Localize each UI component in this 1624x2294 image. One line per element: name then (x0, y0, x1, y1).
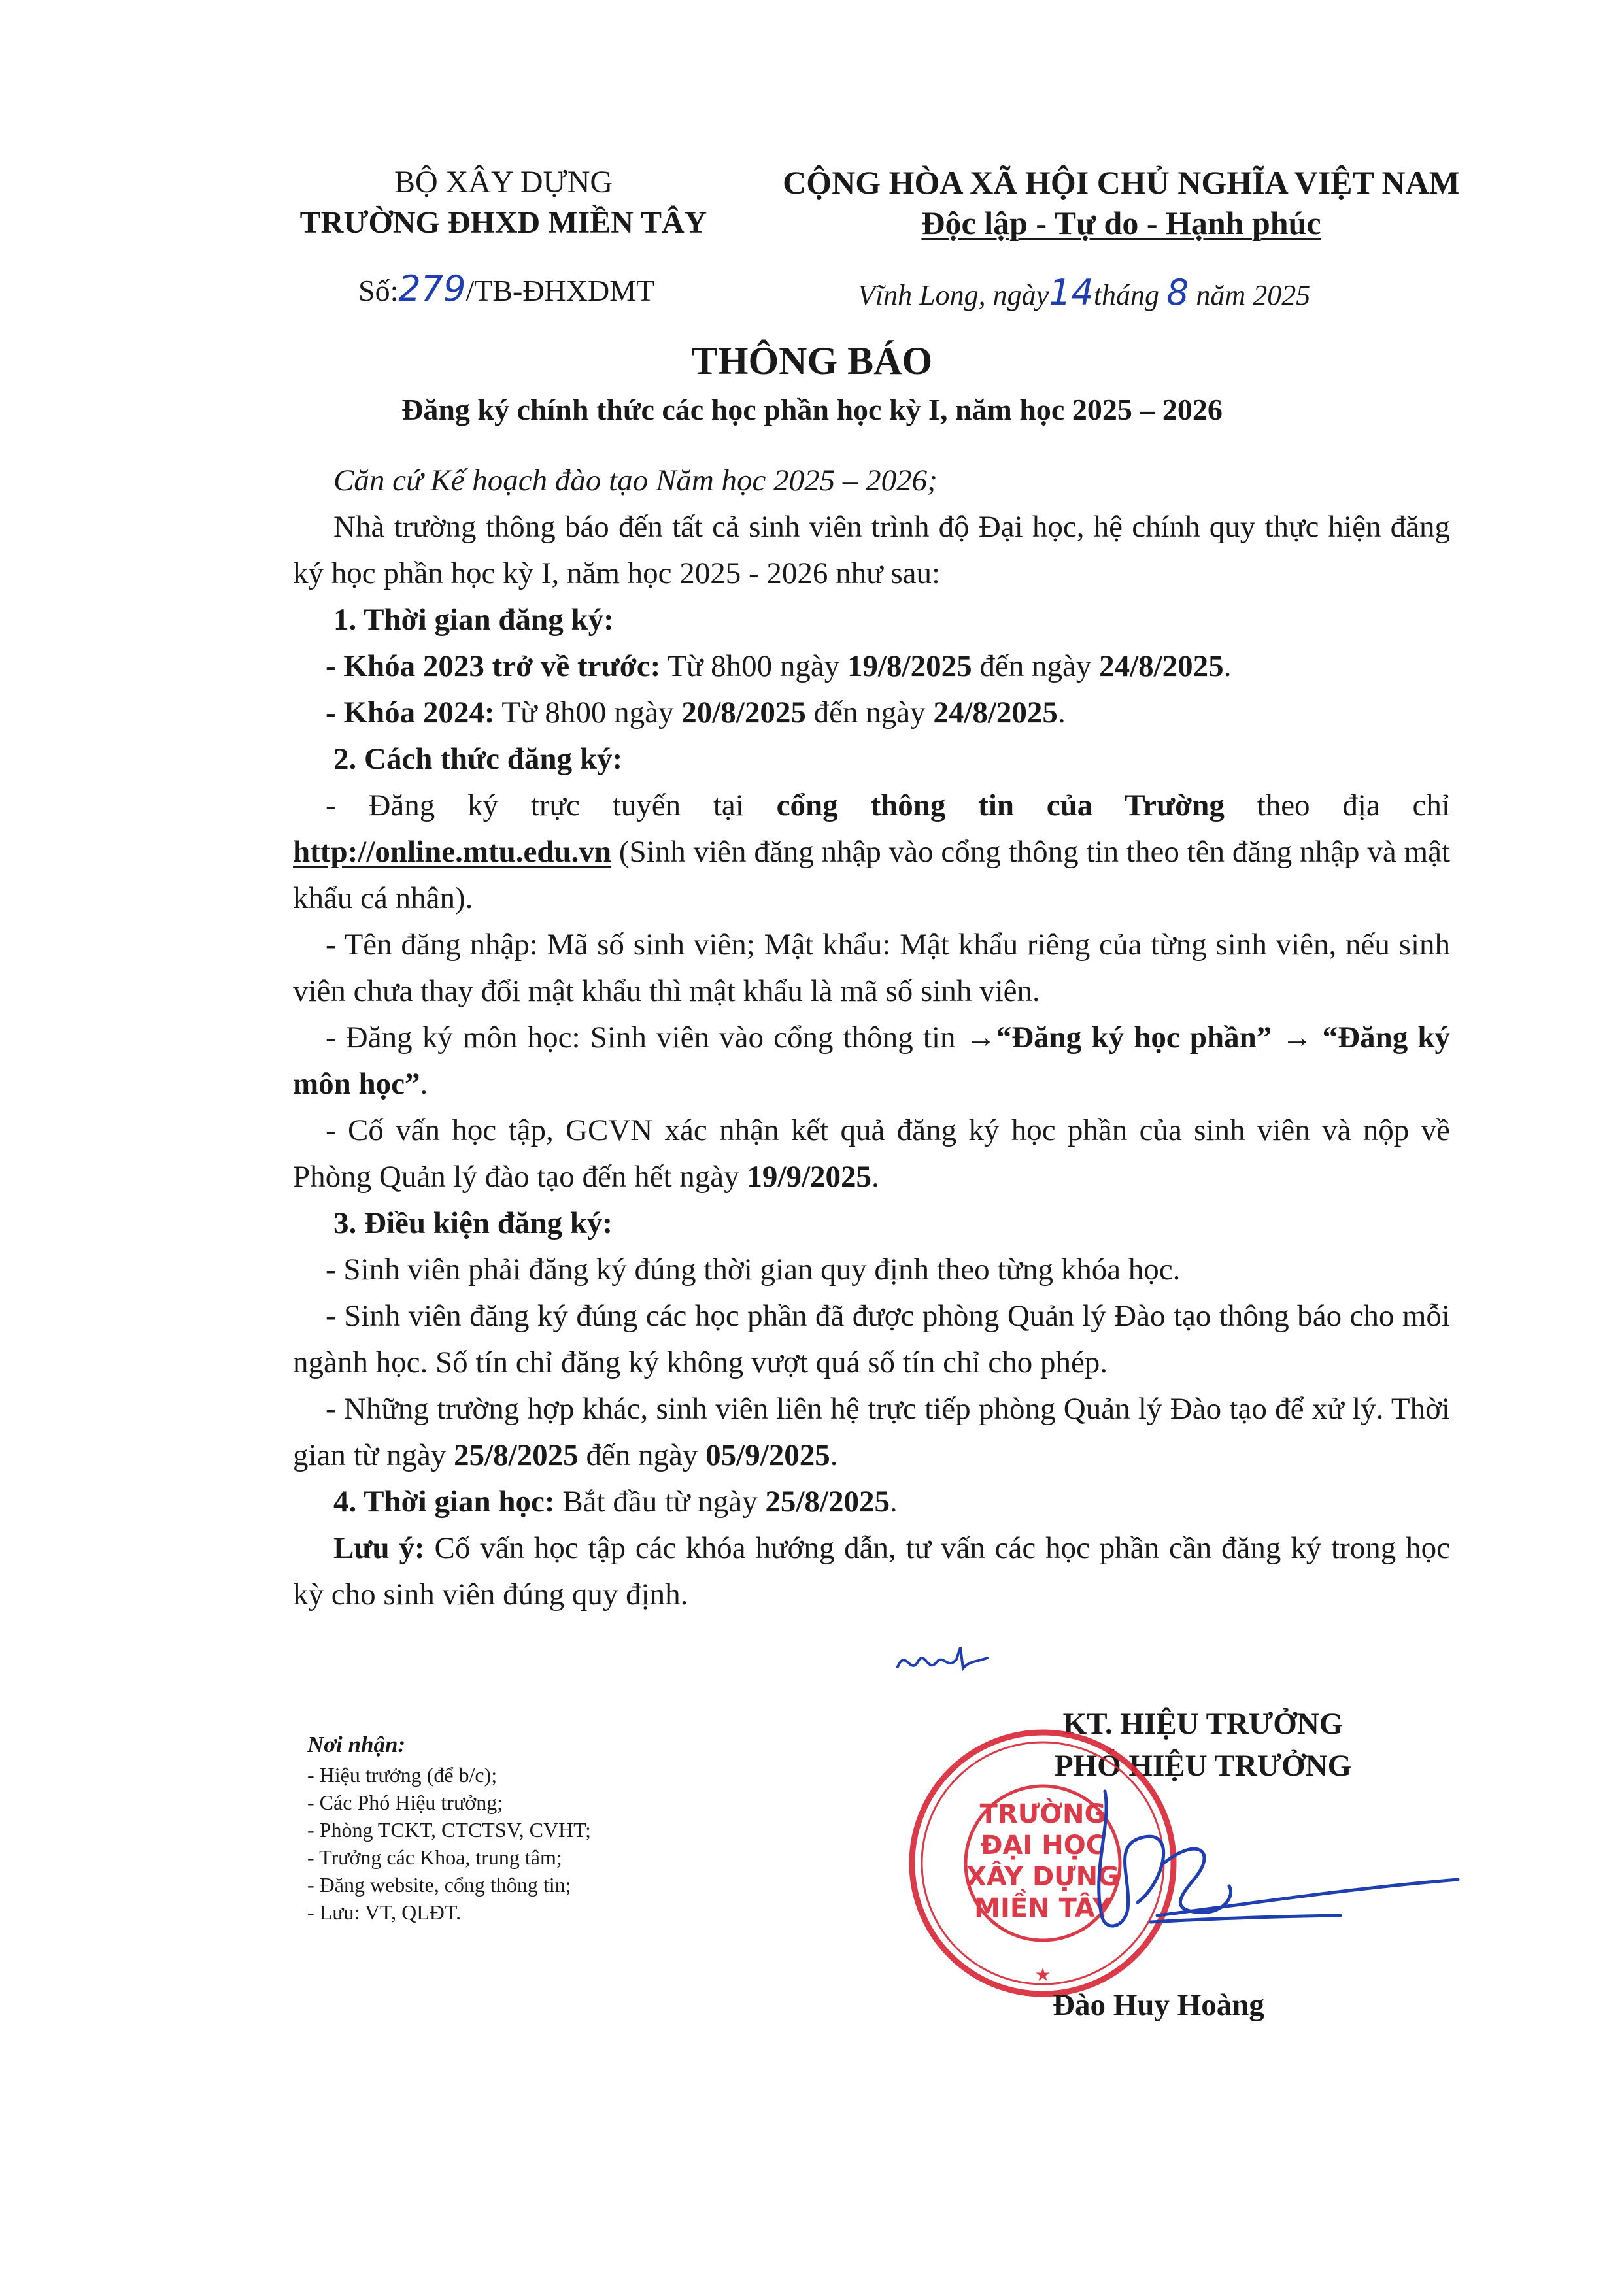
issuer-block (248, 162, 758, 243)
handwritten-signature-icon (1066, 1765, 1471, 1987)
date-end: 05/9/2025 (705, 1438, 830, 1472)
doc-no-suffix: /TB-ĐHXDMT (465, 274, 655, 307)
date-month-label: tháng (1093, 279, 1160, 311)
school-name (248, 203, 758, 243)
section-2-line-3 (293, 1015, 1450, 1107)
doc-no-handwritten: 279 (398, 268, 466, 309)
note-paragraph (293, 1525, 1450, 1618)
recipient-item: - Các Phó Hiệu trưởng; (307, 1791, 503, 1814)
signer-name: Đào Huy Hoàng (1053, 1988, 1264, 2022)
date-start: 19/8/2025 (847, 649, 972, 683)
section-2-line-1 (293, 783, 1450, 922)
text-span: Từ 8h00 ngày (660, 649, 847, 683)
section-3-line-3 (293, 1386, 1450, 1479)
school-name-text: TRƯỜNG ĐHXD MIỀN TÂY (299, 205, 707, 240)
section-3-heading: 3. Điều kiện đăng ký: (333, 1206, 613, 1240)
section-2-heading: 2. Cách thức đăng ký: (333, 742, 623, 776)
basis-line: Căn cứ Kế hoạch đào tạo Năm học 2025 – 2026; (333, 464, 938, 498)
text-span: . (871, 1160, 879, 1194)
recipients-heading: Nơi nhận: (307, 1732, 406, 1757)
signature-title-line-1: KT. HIỆU TRƯỞNG (1062, 1707, 1344, 1741)
cohort-2023-label: - Khóa 2023 trở về trước: (326, 649, 661, 683)
portal-link[interactable]: http://online.mtu.edu.vn (293, 835, 612, 869)
text-span: - Những trường hợp khác, sinh viên liên hệ trực tiếp phòng Quản lý Đào tạo để xử lý. Thời gian từ ngày (293, 1392, 1450, 1472)
note-label: Lưu ý: (333, 1531, 425, 1565)
start-date: 25/8/2025 (765, 1485, 890, 1519)
seal-line-2: ĐẠI HỌC (980, 1830, 1106, 1861)
document-body (293, 458, 1450, 1618)
motto (752, 203, 1491, 243)
seal-line-4: MIỀN TÂY (974, 1893, 1111, 1923)
recipient-item: - Hiệu trưởng (để b/c); (307, 1763, 498, 1787)
menu-register-course: “Đăng ký học phần” (996, 1020, 1272, 1054)
menu-register-subject: “Đăng ký môn học” (293, 1020, 1451, 1101)
section-4-line (293, 1479, 1450, 1525)
ministry-name: BỘ XÂY DỰNG (394, 165, 613, 199)
text-span: - Cố vấn học tập, GCVN xác nhận kết quả đăng ký học phần của sinh viên và nộp về Phòng Quản lý đào tạo đến hết ngày (293, 1113, 1450, 1194)
section-2-line-4 (293, 1107, 1450, 1200)
place-date (858, 272, 1310, 313)
doc-no-prefix: Số: (358, 274, 399, 307)
recipient-item: - Trưởng các Khoa, trung tâm; (307, 1846, 562, 1869)
section-1-line-1 (293, 643, 1450, 690)
date-year: năm 2025 (1196, 279, 1311, 311)
text-span: . (830, 1438, 838, 1472)
text-span: Bắt đầu từ ngày (554, 1485, 766, 1519)
text-span: theo địa chỉ (1224, 788, 1450, 822)
nation-block (752, 162, 1491, 243)
signature-title-line-2: PHÓ HIỆU TRƯỞNG (1054, 1749, 1352, 1783)
recipient-item: - Đăng website, cổng thông tin; (307, 1873, 571, 1897)
text-span: . (889, 1485, 898, 1519)
portal-name: cổng thông tin của Trường (776, 788, 1225, 822)
arrow-right-icon: → (1272, 1020, 1323, 1054)
text-span: đến ngày (972, 649, 1100, 683)
text-span: . (1223, 649, 1232, 683)
date-end: 24/8/2025 (933, 696, 1058, 730)
date-month-handwritten: 8 (1166, 272, 1189, 313)
section-4-heading: 4. Thời gian học: (333, 1485, 555, 1519)
cohort-2024-label: - Khóa 2024: (326, 696, 495, 730)
date-start: 20/8/2025 (681, 696, 806, 730)
text-span: đến ngày (805, 696, 934, 730)
nation-name: CỘNG HÒA XÃ HỘI CHỦ NGHĨA VIỆT NAM (783, 164, 1460, 201)
intro-paragraph: Nhà trường thông báo đến tất cả sinh viên trình độ Đại học, hệ chính quy thực hiện đăng ký học phần học kỳ I, năm học 2025 - 2026 như sau: (293, 510, 1450, 590)
motto-text: Độc lập - Tự do - Hạnh phúc (921, 205, 1321, 241)
recipient-item: - Lưu: VT, QLĐT. (307, 1900, 462, 1924)
date-start: 25/8/2025 (454, 1438, 579, 1472)
recipients-block (307, 1731, 591, 1926)
section-1-line-2 (293, 690, 1450, 736)
text-span: . (420, 1067, 428, 1101)
document-subtitle: Đăng ký chính thức các học phần học kỳ I, năm học 2025 – 2026 (401, 393, 1223, 426)
text-span: - Đăng ký môn học: Sinh viên vào cổng thông tin (326, 1020, 966, 1054)
seal-line-3: XÂY DỰNG (966, 1862, 1119, 1892)
section-3-line-1: - Sinh viên phải đăng ký đúng thời gian quy định theo từng khóa học. (326, 1253, 1181, 1287)
section-2-line-2: - Tên đăng nhập: Mã số sinh viên; Mật khẩu: Mật khẩu riêng của từng sinh viên, nếu sinh viên chưa thay đổi mật khẩu thì mật khẩu là mã số sinh viên. (293, 928, 1450, 1008)
arrow-right-icon: → (965, 1020, 996, 1054)
seal-star-icon: ★ (1034, 1964, 1051, 1985)
section-1-heading: 1. Thời gian đăng ký: (333, 603, 614, 637)
text-span: đến ngày (578, 1438, 706, 1472)
text-span: Từ 8h00 ngày (494, 696, 682, 730)
document-number (358, 268, 654, 309)
document-title: THÔNG BÁO (691, 339, 933, 382)
initials-mark-icon (892, 1641, 990, 1680)
text-span: . (1057, 696, 1066, 730)
deadline-date: 19/9/2025 (747, 1160, 872, 1194)
date-day-handwritten: 14 (1049, 272, 1094, 313)
text-span: (Sinh viên đăng nhập vào cổng thông tin theo tên đăng nhập và mật khẩu cá nhân). (293, 835, 1450, 915)
text-span: - Đăng ký trực tuyến tại (326, 788, 777, 822)
section-3-line-2: - Sinh viên đăng ký đúng các học phần đã được phòng Quản lý Đào tạo thông báo cho mỗi ngành học. Số tín chỉ đăng ký không vượt quá số tín chỉ cho phép. (293, 1299, 1450, 1379)
note-text: Cố vấn học tập các khóa hướng dẫn, tư vấn các học phần cần đăng ký trong học kỳ cho sinh viên đúng quy định. (293, 1531, 1450, 1611)
seal-line-1: TRƯỜNG (979, 1799, 1106, 1829)
recipient-item: - Phòng TCKT, CTCTSV, CVHT; (307, 1818, 591, 1842)
date-end: 24/8/2025 (1099, 649, 1224, 683)
date-prefix: Vĩnh Long, ngày (858, 279, 1049, 311)
